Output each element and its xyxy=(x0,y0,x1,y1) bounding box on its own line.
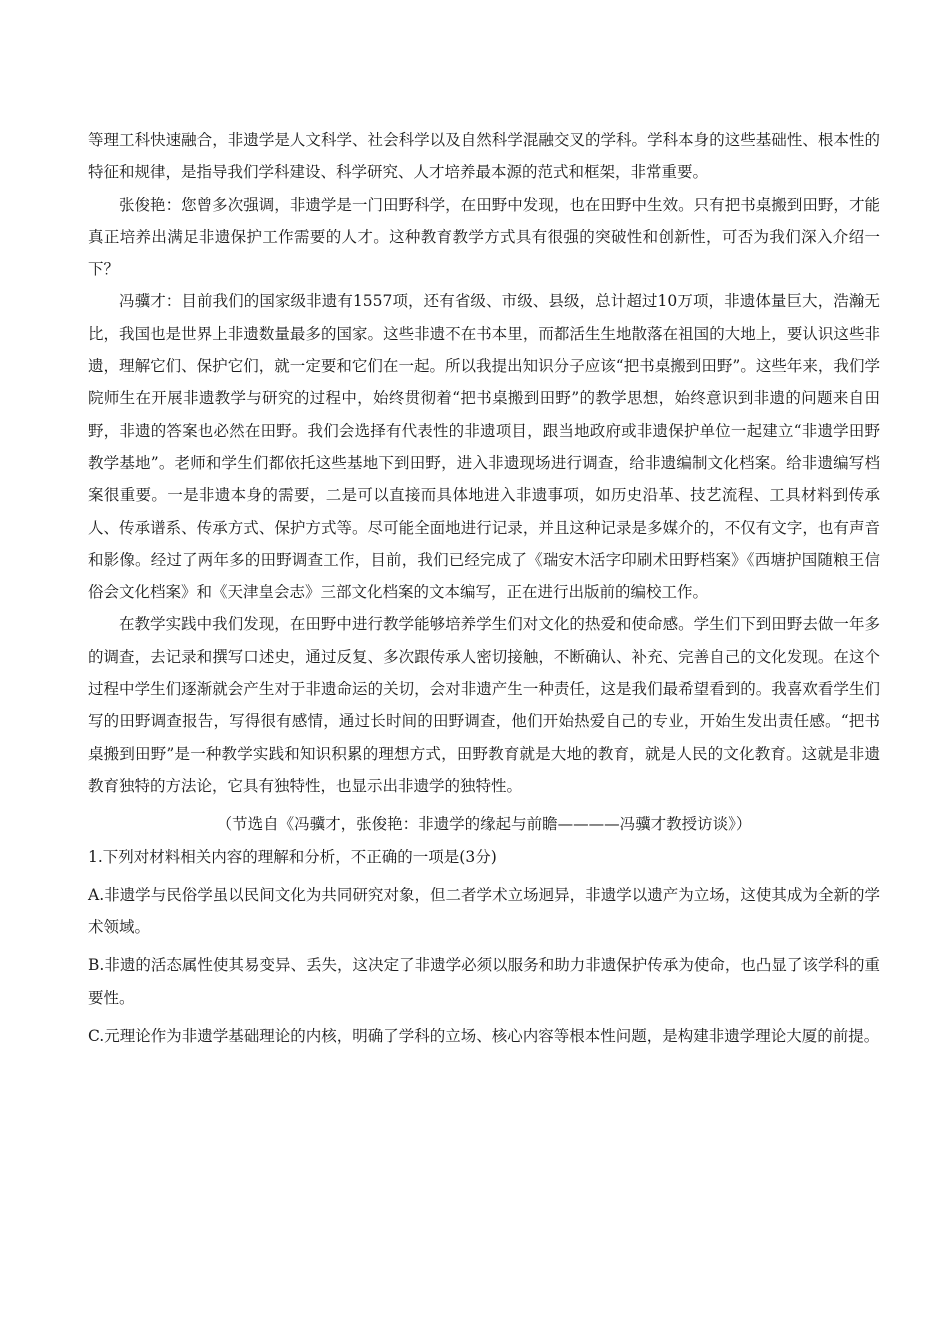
option-c: C.元理论作为非遗学基础理论的内核，明确了学科的立场、核心内容等根本性问题，是构建非遗学理论大厦的前提。 xyxy=(88,1027,880,1046)
document-page xyxy=(88,124,880,1052)
source-citation: （节选自《冯骥才，张俊艳：非遗学的缘起与前瞻————冯骥才教授访谈》） xyxy=(216,815,752,834)
option-b: B.非遗的活态属性使其易变异、丢失，这决定了非遗学必须以服务和助力非遗保护传承为使命，也凸显了该学科的重要性。 xyxy=(88,956,880,1007)
body-paragraph-1: 等理工科快速融合，非遗学是人文科学、社会科学以及自然科学混融交叉的学科。学科本身的这些基础性、根本性的特征和规律，是指导我们学科建设、科学研究、人才培养最本源的范式和框架，非常重要。 xyxy=(88,131,880,182)
option-a: A.非遗学与民俗学虽以民间文化为共同研究对象，但二者学术立场迥异，非遗学以遗产为立场，这使其成为全新的学术领域。 xyxy=(88,885,880,937)
question-stem: 1.下列对材料相关内容的理解和分析，不正确的一项是(3分) xyxy=(88,847,497,866)
body-paragraph-2-question: 张俊艳：您曾多次强调，非遗学是一门田野科学，在田野中发现，也在田野中生效。只有把书桌搬到田野，才能真正培养出满足非遗保护工作需要的人才。这种教育教学方式具有很强的突破性和创新性，可否为我们深入介绍一下？ xyxy=(88,195,880,279)
body-paragraph-3-answer: 冯骥才：目前我们的国家级非遗有1557项，还有省级、市级、县级，总计超过10万项，非遗体量巨大，浩瀚无比，我国也是世界上非遗数量最多的国家。这些非遗不在书本里，而都活生生地散落在祖国的大地上，要认识这些非遗，理解它们、保护它们，就一定要和它们在一起。所以我提出知识分子应该“把书桌搬到田野”。这些年来，我们学院师生在开展非遗教学与研究的过程中，始终贯彻着“把书桌搬到田野”的教学思想，始终意识到非遗的问题来自田野，非遗的答案也必然在田野。我们会选择有代表性的非遗项目，跟当地政府或非遗保护单位一起建立“非遗学田野教学基地”。老师和学生们都依托这些基地下到田野，进入非遗现场进行调查，给非遗编制文化档案。给非遗编写档案很重要。一是非遗本身的需要，二是可以直接而具体地进入非遗事项，如历史沿革、技艺流程、工具材料到传承人、传承谱系、传承方式、保护方式等。尽可能全面地进行记录，并且这种记录是多媒介的，不仅有文字，也有声音和影像。经过了两年多的田野调查工作，目前，我们已经完成了《瑞安木活字印刷术田野档案》《西塘护国随粮王信俗会文化档案》和《天津皇会志》三部文化档案的文本编写，正在进行出版前的编校工作。 xyxy=(88,292,880,602)
body-paragraph-4: 在教学实践中我们发现，在田野中进行教学能够培养学生们对文化的热爱和使命感。学生们下到田野去做一年多的调查，去记录和撰写口述史，通过反复、多次跟传承人密切接触，不断确认、补充、完善自己的文化发现。在这个过程中学生们逐渐就会产生对于非遗命运的关切，会对非遗产生一种责任，这是我们最希望看到的。我喜欢看学生们写的田野调查报告，写得很有感情，通过长时间的田野调查，他们开始热爱自己的专业，开始生发出责任感。“把书桌搬到田野”是一种教学实践和知识积累的理想方式，田野教育就是大地的教育，就是人民的文化教育。这就是非遗教育独特的方法论，它具有独特性，也显示出非遗学的独特性。 xyxy=(88,615,880,795)
